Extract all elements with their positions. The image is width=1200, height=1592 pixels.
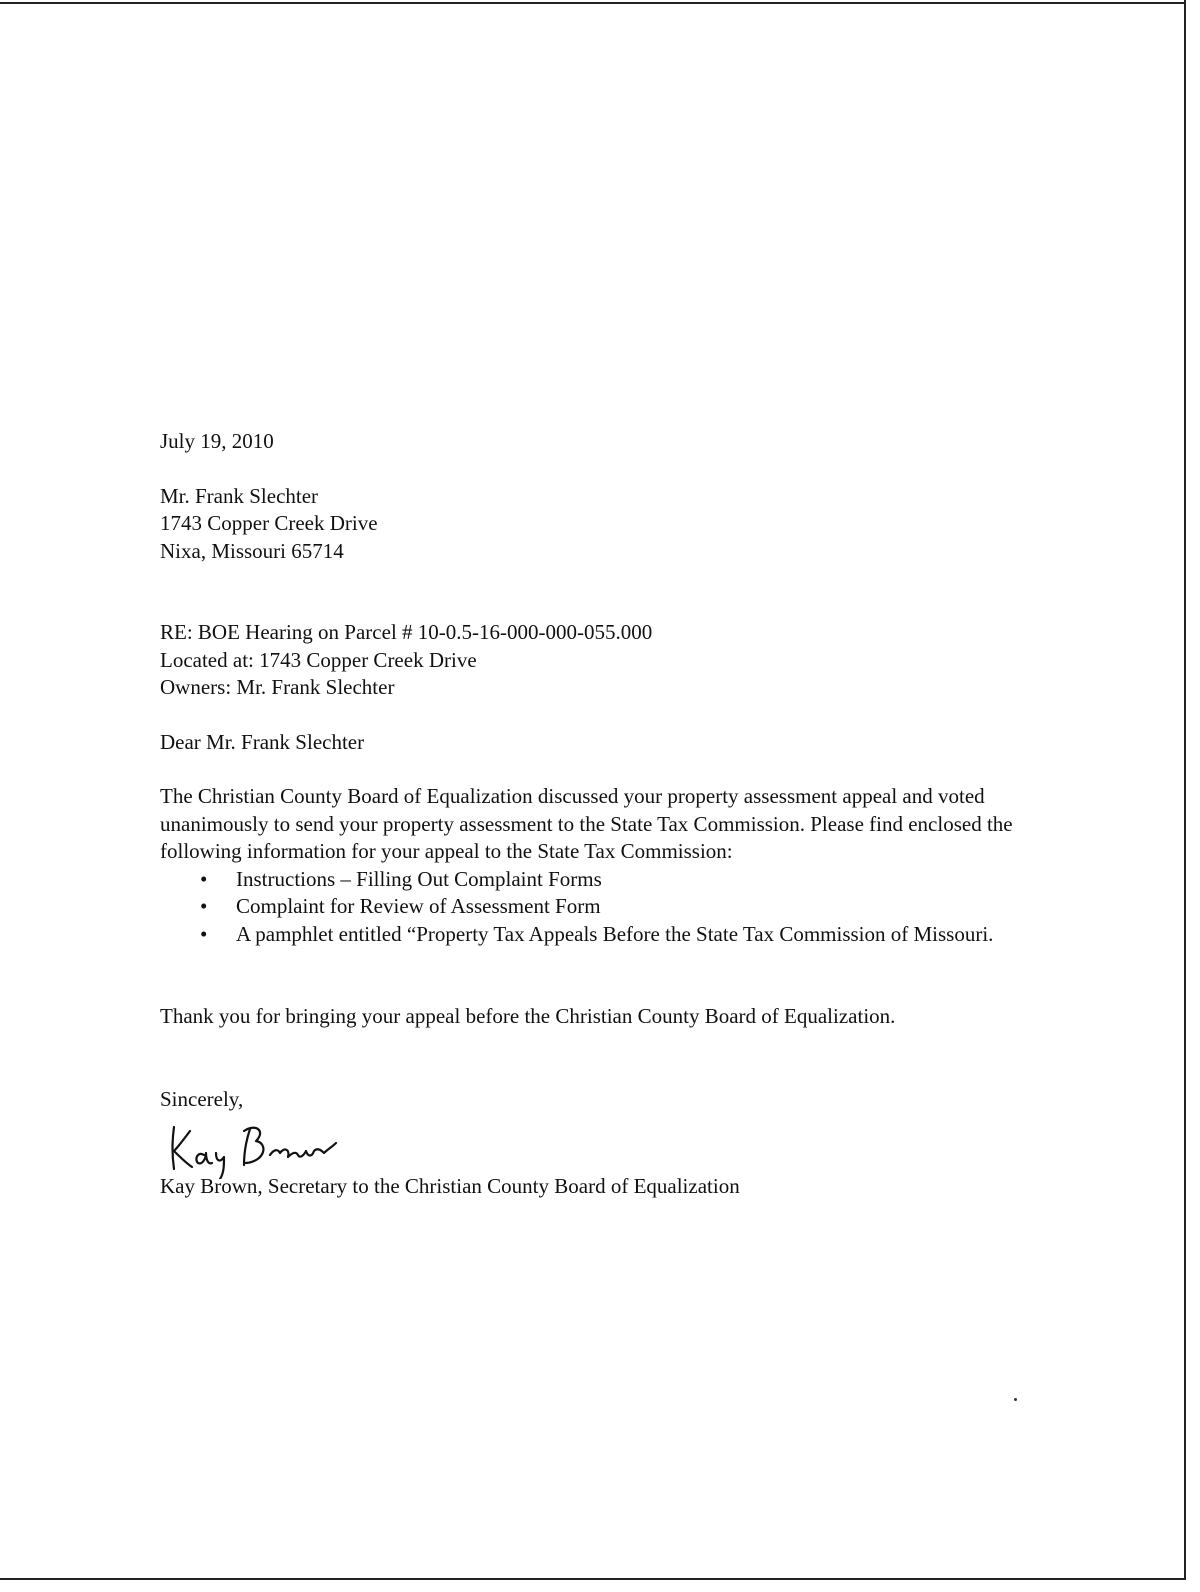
signature-icon [160,1117,360,1179]
list-item [160,893,1006,921]
signer-text: Kay Brown, Secretary to the Christian County Board of Equalization [160,1174,740,1198]
reference-location: Located at: 1743 Copper Creek Drive [160,647,477,672]
scan-speck [1014,1398,1017,1401]
salutation-text: Dear Mr. Frank Slechter [160,729,365,754]
recipient-address [160,483,1020,566]
salutation [160,729,1020,757]
bullet-icon: • [200,866,208,891]
bullet-icon: • [200,894,208,918]
page-border-right [1184,0,1186,1580]
list-item [160,866,1006,894]
reference-owners: Owners: Mr. Frank Slechter [160,675,395,699]
letter-date [160,428,1020,456]
page-border-bottom [0,1578,1186,1580]
list-item [160,921,1006,949]
enclosure-list [160,866,1020,949]
reference-block [160,619,1020,702]
page-border-top [0,2,1186,4]
body-text: The Christian County Board of Equalization discussed your property assessment appeal and voted unanimously to send your property assessment to the State Tax Commission. Please find enclosed the following information for your appeal to the State Tax Commission: [160,784,1013,863]
enclosure-text: Complaint for Review of Assessment Form [236,894,601,918]
handwritten-signature [160,1117,1020,1179]
recipient-name: Mr. Frank Slechter [160,483,319,508]
signer-line [160,1173,1020,1201]
reference-subject: RE: BOE Hearing on Parcel # 10-0.5-16-000-000-055.000 [160,620,653,644]
date-text: July 19, 2010 [160,429,274,453]
thanks-text: Thank you for bringing your appeal before the Christian County Board of Equalization. [160,1004,896,1028]
letter [160,428,1020,1201]
thanks-paragraph [160,1003,1020,1031]
recipient-city: Nixa, Missouri 65714 [160,538,344,563]
closing-text: Sincerely, [160,1086,244,1111]
closing [160,1086,1020,1114]
recipient-street: 1743 Copper Creek Drive [160,511,378,535]
enclosure-text: A pamphlet entitled “Property Tax Appeals Before the State Tax Commission of Missouri. [236,921,994,946]
bullet-icon: • [200,921,208,946]
body-paragraph [160,783,1020,948]
enclosure-text: Instructions – Filling Out Complaint Forms [236,866,602,891]
